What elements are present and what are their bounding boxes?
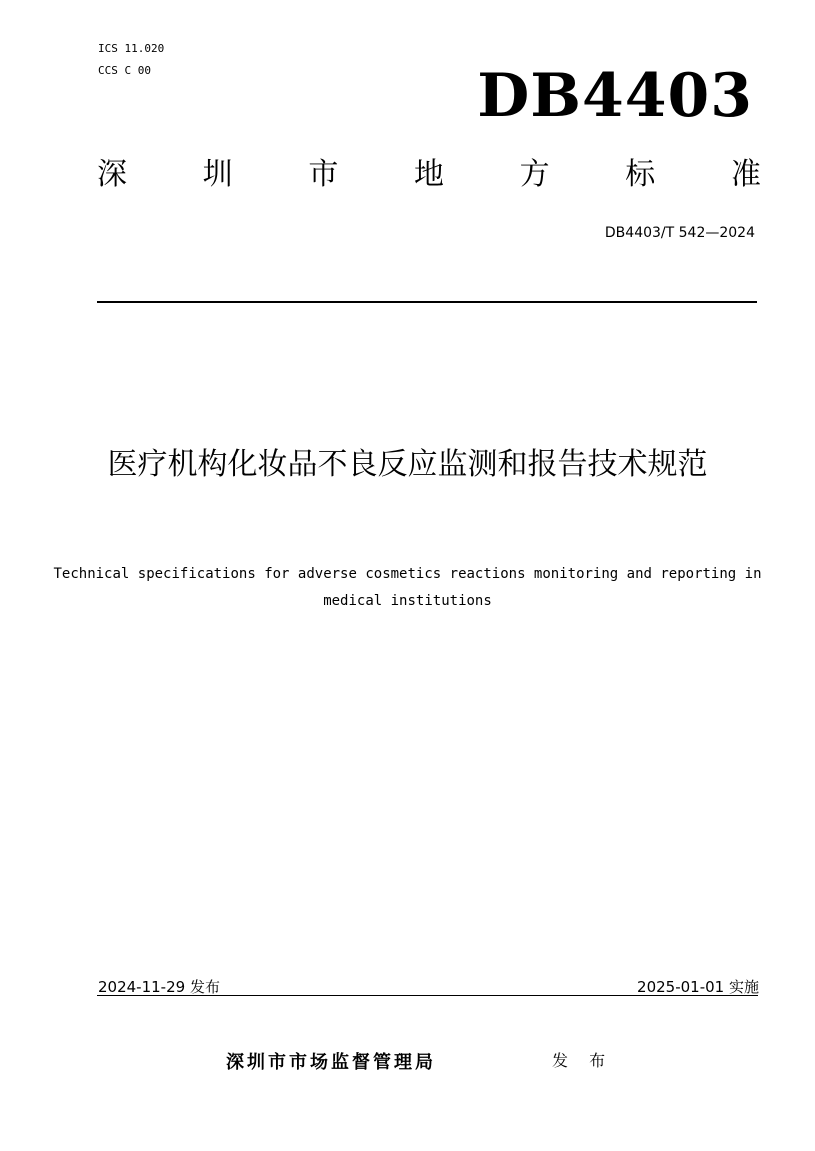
standard-type-char: 准: [730, 157, 761, 192]
implementation-date: 2025-01-01 实施: [637, 978, 759, 996]
document-title-en: Technical specifications for adverse cosmetics reactions monitoring and reporting in medical institutions: [53, 566, 762, 609]
standard-code-heading: DB4403: [477, 61, 753, 131]
issue-date: 2024-11-29 发布: [98, 978, 220, 996]
standard-type-char: 圳: [202, 157, 233, 192]
standard-type-char: 标: [625, 157, 656, 192]
publisher-name: 深圳市市场监督管理局: [226, 1052, 436, 1073]
document-title-zh: 医疗机构化妆品不良反应监测和报告技术规范: [107, 447, 708, 482]
standard-number: DB4403/T 542—2024: [604, 225, 755, 241]
ccs-code: CCS C 00: [98, 64, 151, 77]
publish-label: 发 布: [552, 1051, 614, 1070]
standard-type-char: 地: [413, 157, 444, 192]
standard-type-char: 深: [97, 157, 127, 192]
standard-type-heading: [97, 157, 761, 192]
bottom-divider: [97, 995, 758, 996]
standard-type-char: 方: [519, 157, 550, 192]
ics-code: ICS 11.020: [98, 42, 165, 55]
standard-type-char: 市: [308, 157, 339, 192]
top-divider: [97, 301, 757, 303]
